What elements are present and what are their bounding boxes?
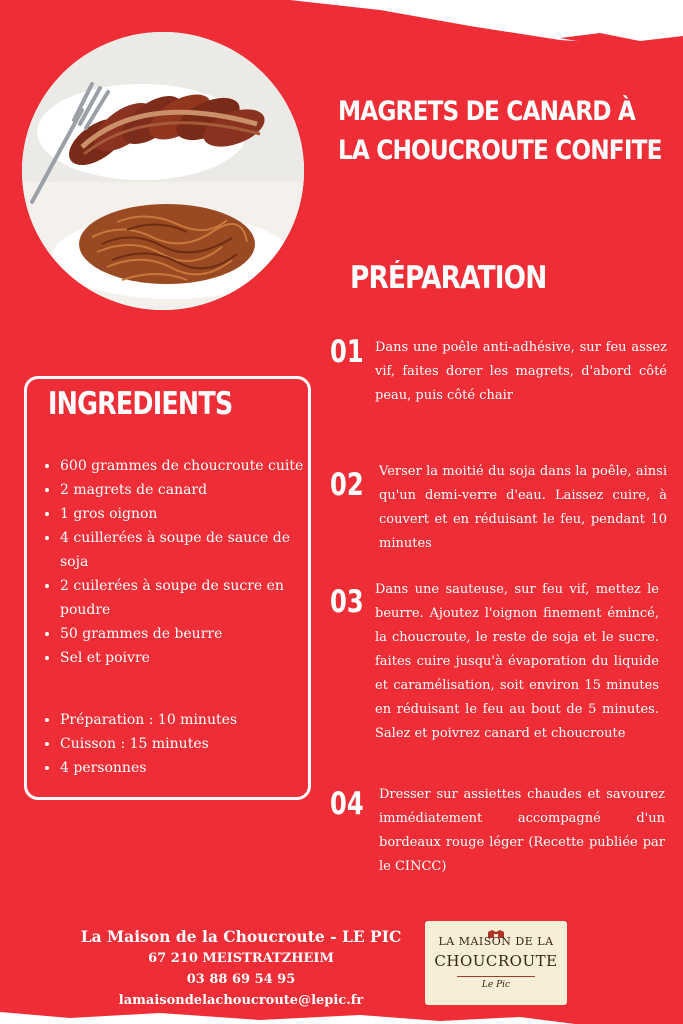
logo-line1: LA MAISON DE LA xyxy=(438,935,554,948)
footer-phone: 03 88 69 54 95 xyxy=(186,972,296,987)
step-text-1: Dans une poêle anti-adhésive, sur feu assez vif, faites dorer les magrets, d'abord côté peau, puis côté chair xyxy=(375,340,667,403)
step-number-1: 01 xyxy=(330,334,364,370)
ingredients-list xyxy=(40,454,322,670)
duck-choucroute-photo xyxy=(22,32,304,310)
recipe-title-line2: LA CHOUCROUTE CONFITE xyxy=(338,135,662,166)
footer-email[interactable]: lamaisondelachoucroute@lepic.fr xyxy=(118,993,364,1008)
servings: • 4 personnes xyxy=(60,756,322,780)
cook-time: • Cuisson : 15 minutes xyxy=(60,732,322,756)
step-text-2: Verser la moitié du soja dans la poêle, ainsi qu'un demi-verre d'eau. Laissez cuire, à couvert et en réduisant le feu, pendant 10 minutes xyxy=(379,464,667,551)
footer-address: 67 210 MEISTRATZHEIM xyxy=(148,951,334,966)
ingredient-item: • 600 grammes de choucroute cuite xyxy=(60,454,322,478)
recipe-title-line1: MAGRETS DE CANARD À xyxy=(338,96,636,127)
brand-logo xyxy=(425,921,567,1005)
preparation-heading: PRÉPARATION xyxy=(350,260,547,296)
ingredient-item: • 4 cuillerées à soupe de sauce de soja xyxy=(60,526,322,574)
ingredient-item: • 2 magrets de canard xyxy=(60,478,322,502)
ingredient-item: • 50 grammes de beurre xyxy=(60,622,322,646)
prep-time: • Préparation : 10 minutes xyxy=(60,708,322,732)
step-text-3: Dans une sauteuse, sur feu vif, mettez le beurre. Ajoutez l'oignon finement émincé, la choucroute, le reste de soja et le sucre. faites cuire jusqu'à évaporation du liquide et caramélisation, soit environ 15 minutes en réduisant le feu au bout de 5 minutes. Salez et poivrez canard et choucroute xyxy=(375,582,659,741)
ingredient-item: • Sel et poivre xyxy=(60,646,322,670)
footer-contact xyxy=(60,925,422,1011)
ingredient-item: • 2 cuilerées à soupe de sucre en poudre xyxy=(60,574,322,622)
dish-photo xyxy=(22,32,304,310)
ingredient-item: • 1 gros oignon xyxy=(60,502,322,526)
step-number-4: 04 xyxy=(330,786,364,822)
ingredients-heading: INGREDIENTS xyxy=(48,386,233,422)
recipe-title xyxy=(338,92,662,170)
step-text-4: Dresser sur assiettes chaudes et savourez immédiatement accompagné d'un bordeaux rouge léger (Recette publiée par le CINCC) xyxy=(379,787,665,874)
recipe-meta-list xyxy=(40,708,322,780)
footer-name: La Maison de la Choucroute - LE PIC xyxy=(80,927,402,946)
logo-divider xyxy=(457,976,535,977)
step-number-3: 03 xyxy=(330,584,364,620)
step-number-2: 02 xyxy=(330,467,364,503)
logo-line3: Le Pic xyxy=(481,980,511,990)
logo-line2: CHOUCROUTE xyxy=(434,952,558,970)
